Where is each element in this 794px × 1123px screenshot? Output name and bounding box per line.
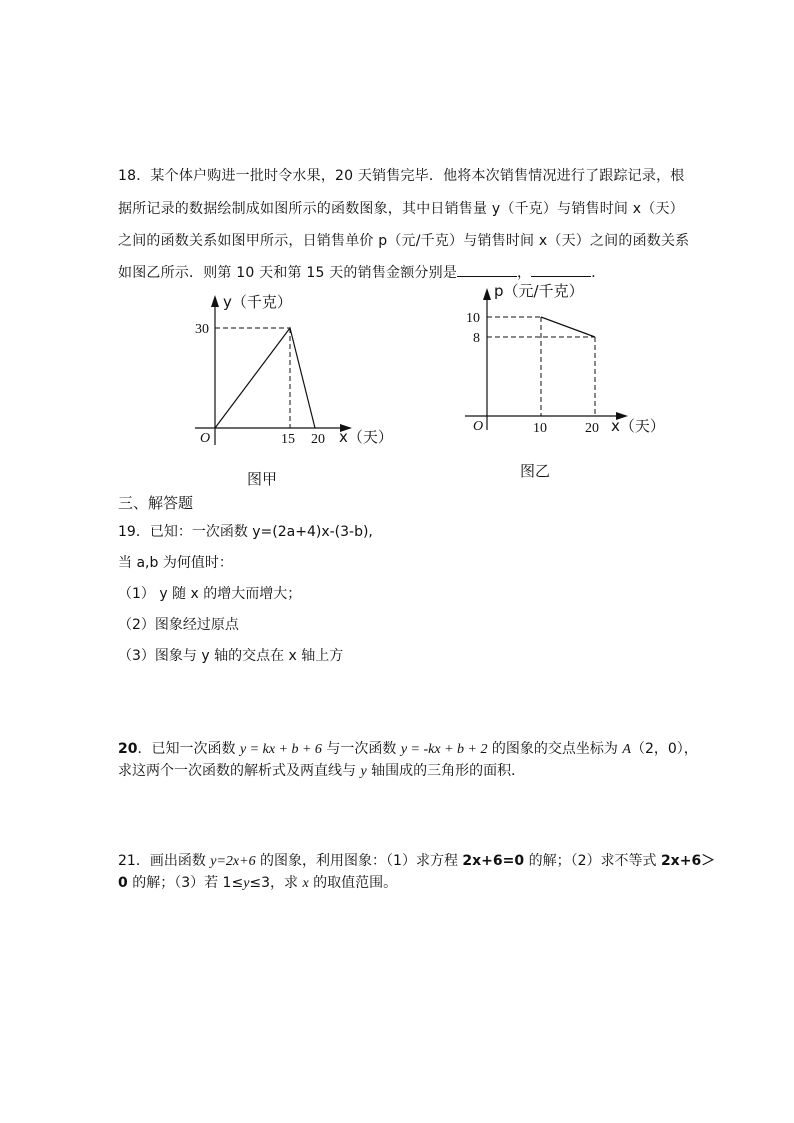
q20-line2	[118, 760, 525, 780]
q18-line4	[118, 262, 605, 282]
yi-xtick-10: 10	[533, 421, 547, 436]
q19-sub: 当 a,b 为何值时：	[118, 555, 233, 571]
q20-text-3: 的图象的交点坐标为	[487, 741, 623, 757]
q19-title-text: 19．已知：一次函数 y=(2a+4)x-(3-b),	[118, 524, 373, 540]
q20-line2-a: 求这两个一次函数的解析式及两直线与	[118, 763, 361, 779]
q21-f: 2x+6＞	[660, 853, 716, 869]
q21-line1	[118, 850, 715, 870]
chart-yi-axes	[465, 288, 628, 430]
jia-ytick-30: 30	[195, 322, 209, 337]
q21-g: 0	[118, 875, 128, 891]
jia-xtick-15: 15	[281, 432, 295, 447]
q20-line2-b: 轴围成的三角形的面积．	[366, 763, 526, 779]
chart-yi-guides	[487, 317, 595, 416]
chart-jia	[180, 285, 410, 455]
yi-ytick-8: 8	[473, 331, 480, 346]
q21-c: 的图象，利用图象：（1）求方程	[255, 853, 463, 869]
q21-e: 的解；（2）求不等式	[524, 853, 661, 869]
jia-xtick-20: 20	[311, 432, 325, 447]
q21-d: 2x+6=0	[462, 853, 525, 869]
section-title: 三、解答题	[118, 494, 194, 512]
yi-series-line	[541, 317, 595, 337]
q21-k: x	[302, 876, 309, 891]
jia-origin: O	[200, 431, 211, 446]
q19-title	[118, 521, 373, 541]
q20-eq-2: y = -kx + b + 2	[400, 742, 488, 757]
yi-ytick-10: 10	[466, 311, 480, 326]
q20-point: A	[622, 742, 631, 757]
q21-b: y=2x+6	[210, 854, 256, 869]
caption-yi: 图乙	[520, 462, 551, 480]
q18-line2: 据所记录的数据绘制成如图所示的函数图象，其中日销售量 y（千克）与销售时间 x（天）	[118, 201, 684, 217]
q21-j: ≤3，求	[249, 875, 303, 891]
caption-jia: 图甲	[247, 470, 278, 488]
q18-sep: ，	[517, 265, 532, 281]
q20-eq-1: y = kx + b + 6	[239, 742, 322, 757]
q19-item-1: （1） y 随 x 的增大而增大；	[118, 586, 302, 602]
jia-y-arrow	[211, 295, 219, 307]
q20-text-2: 与一次函数	[321, 741, 401, 757]
q21-l: 的取值范围。	[308, 875, 398, 891]
chart-yi	[455, 280, 685, 445]
yi-origin: O	[473, 419, 484, 434]
q20-line1	[118, 738, 698, 758]
q18-line3: 之间的函数关系如图甲所示，日销售单价 p（元/千克）与销售时间 x（天）之间的函数关系	[118, 233, 690, 249]
q20-text-4: （2，0），	[630, 741, 698, 757]
q21-h: 的解；（3）若 1≤	[127, 875, 244, 891]
yi-xlabel: x（天）	[611, 417, 665, 435]
q21-a: 21．画出函数	[118, 853, 211, 869]
jia-ylabel: y（千克）	[223, 293, 292, 311]
answer-blank-2[interactable]	[531, 264, 591, 277]
q18-line4-text: 如图乙所示．则第 10 天和第 15 天的销售金额分别是	[118, 265, 458, 281]
q19-item-2: （2）图象经过原点	[118, 617, 239, 633]
yi-y-arrow	[483, 288, 491, 300]
q19-item-3: （3）图象与 y 轴的交点在 x 轴上方	[118, 648, 344, 664]
jia-xlabel: x（天）	[339, 428, 393, 446]
jia-series-line	[215, 328, 315, 428]
q20-text-1: ．已知一次函数	[137, 741, 240, 757]
q21-line2	[118, 872, 397, 892]
yi-xtick-20: 20	[585, 421, 599, 436]
q21-i: y	[243, 876, 250, 891]
yi-ylabel: p（元/千克）	[494, 282, 584, 300]
q20-number: 20	[118, 741, 138, 757]
answer-blank-1[interactable]	[457, 264, 517, 277]
q18-end: ．	[591, 265, 606, 281]
q20-var-y: y	[360, 764, 367, 779]
q18-line1: 18．某个体户购进一批时令水果，20 天销售完毕．他将本次销售情况进行了跟踪记录，根	[118, 168, 685, 184]
